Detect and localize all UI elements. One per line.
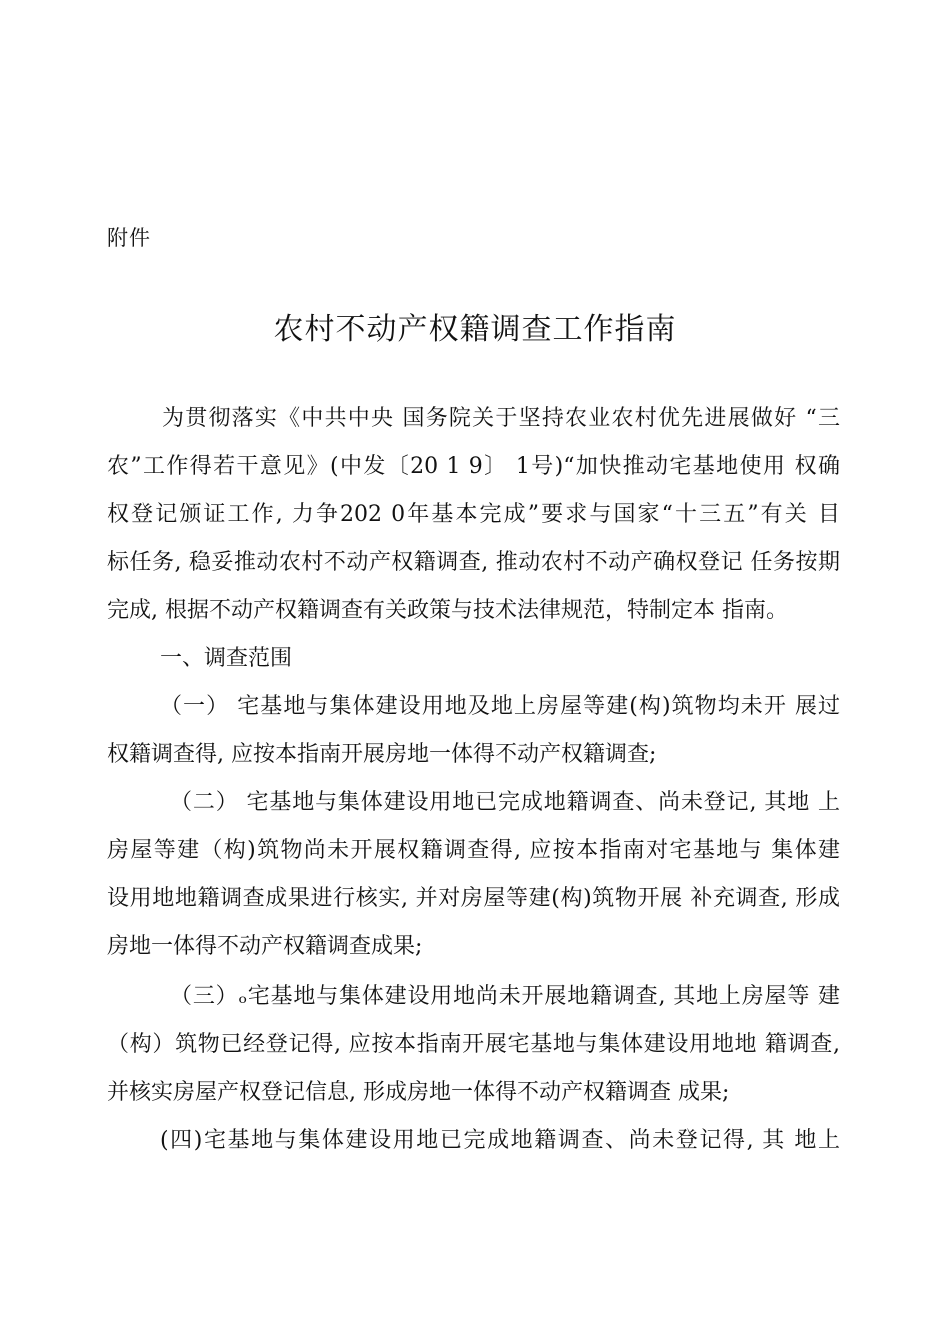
item1-line-1: （一） 宅基地与集体建设用地及地上房屋等建(构)筑物均未开 展过 xyxy=(160,694,840,719)
item4-line-1: (四)宅基地与集体建设用地已完成地籍调查、尚未登记得, 其 地上 xyxy=(160,1128,840,1153)
intro-line-3: 权登记颁证工作, 力争202 0年基本完成”要求与国家“十三五”有关 目 xyxy=(107,502,840,527)
intro-line-2: 农”工作得若干意见》(中发〔20 1 9〕 1号)“加快推动宅基地使用 权确 xyxy=(107,454,840,479)
item2-line-4: 房地一体得不动产权籍调查成果; xyxy=(107,934,423,959)
item1-line-2: 权籍调查得, 应按本指南开展房地一体得不动产权籍调查; xyxy=(107,742,657,767)
item3-line-2: （构）筑物已经登记得, 应按本指南开展宅基地与集体建设用地地 籍调查, xyxy=(107,1032,840,1057)
item2-line-1: （二） 宅基地与集体建设用地已完成地籍调查、尚未登记, 其地 上 xyxy=(170,790,840,815)
intro-line-5: 完成, 根据不动产权籍调查有关政策与技术法律规范，特制定本 指南。 xyxy=(107,598,788,623)
intro-line-4: 标任务, 稳妥推动农村不动产权籍调查, 推动农村不动产确权登记 任务按期 xyxy=(107,550,840,575)
item3-line-1: （三）ₒ宅基地与集体建设用地尚未开展地籍调查, 其地上房屋等 建 xyxy=(170,984,840,1009)
section-heading: 一、调查范围 xyxy=(160,646,293,671)
item2-line-2: 房屋等建（构)筑物尚未开展权籍调查得, 应按本指南对宅基地与 集体建 xyxy=(107,838,840,863)
item2-line-3: 设用地地籍调查成果进行核实, 并对房屋等建(构)筑物开展 补充调查, 形成 xyxy=(107,886,840,911)
item3-line-3: 并核实房屋产权登记信息, 形成房地一体得不动产权籍调查 成果; xyxy=(107,1080,730,1105)
intro-line-1: 为贯彻落实《中共中央 国务院关于坚持农业农村优先进展做好 “三 xyxy=(162,406,840,431)
attachment-label: 附件 xyxy=(107,226,151,250)
document-title: 农村不动产权籍调查工作指南 xyxy=(273,312,677,347)
